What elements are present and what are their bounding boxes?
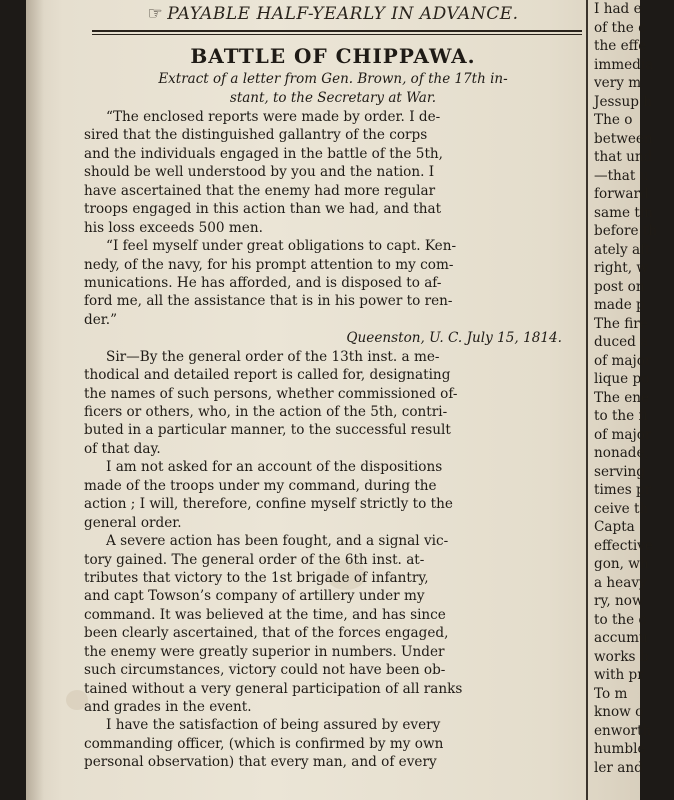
- article-line: ficers or others, who, in the action of the 5th, contri-: [84, 404, 448, 420]
- adjacent-column-line: Jessup h: [594, 93, 652, 110]
- adjacent-column-line: —that u: [594, 167, 649, 184]
- adjacent-column-line: to the fi: [594, 408, 648, 424]
- adjacent-column: [594, 0, 674, 800]
- adjacent-column-line: right, w: [594, 260, 649, 276]
- adjacent-column-line: Capta: [594, 519, 635, 535]
- adjacent-column-line: between: [594, 130, 653, 147]
- article-line: ford me, all the assistance that is in his power to ren-: [84, 293, 453, 310]
- adjacent-column-line: to the c: [594, 611, 647, 628]
- adjacent-column-line: The fire: [594, 315, 648, 332]
- adjacent-column-line: accumu: [594, 630, 648, 646]
- article-line: munications. He has afforded, and is disposed to af-: [84, 274, 442, 291]
- adjacent-column-line: ler and: [594, 759, 643, 776]
- adjacent-column-line: I had e: [594, 1, 642, 17]
- article-line: A severe action has been fought, and a signal vic-: [106, 533, 449, 550]
- banner-text: PAYABLE HALF-YEARLY IN ADVANCE.: [167, 4, 519, 24]
- adjacent-column-line: The o: [594, 112, 633, 128]
- article-line: and the individuals engaged in the battle of the 5th,: [84, 145, 443, 162]
- article-subhead: [84, 70, 582, 108]
- column-divider: [586, 0, 588, 800]
- adjacent-column-line: with pr: [594, 667, 644, 683]
- article-line: “The enclosed reports were made by order. I de-: [106, 109, 441, 125]
- adjacent-column-line: humble: [594, 741, 646, 757]
- adjacent-column-line: post on: [594, 278, 645, 295]
- adjacent-column-line: nonade,: [594, 445, 649, 461]
- article-body: [84, 108, 582, 772]
- adjacent-column-line: ry, now: [594, 593, 644, 609]
- article-headline: BATTLE OF CHIPPAWA.: [190, 44, 476, 68]
- article-line: der.”: [84, 311, 118, 328]
- pointing-hand-icon: ☞: [147, 4, 164, 24]
- article-line: tained without a very general participation of all ranks: [84, 680, 463, 697]
- payment-banner: [84, 0, 582, 30]
- subhead-line: Extract of a letter from Gen. Brown, of the 17th in-: [158, 71, 508, 87]
- article-line: and capt Towson’s company of artillery under my: [84, 588, 425, 605]
- adjacent-column-line: works b: [594, 648, 649, 665]
- main-column: [84, 0, 582, 800]
- article-line: the enemy were greatly superior in numbers. Under: [84, 643, 445, 660]
- adjacent-column-line: lique po: [594, 371, 650, 387]
- article-line: the names of such persons, whether commissioned of-: [84, 385, 458, 402]
- dateline: Queenston, U. C. July 15, 1814.: [346, 330, 562, 347]
- adjacent-column-line: very m: [594, 75, 642, 91]
- adjacent-column-line: effective: [594, 537, 653, 554]
- article-line: sired that the distinguished gallantry of the corps: [84, 127, 428, 144]
- article-line: thodical and detailed report is called for, designating: [84, 367, 451, 384]
- article-line: I am not asked for an account of the dispositions: [106, 459, 443, 476]
- banner-rule-thin: [92, 34, 582, 35]
- article-line: have ascertained that the enemy had more regular: [84, 182, 436, 199]
- adjacent-column-line: ceive th: [594, 500, 649, 517]
- article-line: action ; I will, therefore, confine myself strictly to the: [84, 496, 453, 513]
- adjacent-column-line: made p: [594, 297, 645, 313]
- article-line: nedy, of the navy, for his prompt attention to my com-: [84, 256, 454, 273]
- adjacent-column-line: of major: [594, 426, 652, 443]
- article-line: command. It was believed at the time, and has since: [84, 606, 446, 623]
- article-line: made of the troops under my command, during the: [84, 477, 437, 494]
- adjacent-column-line: forward: [594, 186, 649, 202]
- adjacent-column-line: The ene: [594, 389, 650, 406]
- article-line: should be well understood by you and the nation. I: [84, 164, 435, 181]
- adjacent-column-line: a heavy: [594, 574, 647, 591]
- article-line: “I feel myself under great obligations to capt. Ken-: [106, 238, 457, 255]
- article-line: Sir—By the general order of the 13th inst. a me-: [106, 348, 440, 365]
- article-line: commanding officer, (which is confirmed by my own: [84, 735, 444, 752]
- article-line: of that day.: [84, 440, 161, 457]
- article-line: been clearly ascertained, that of the forces engaged,: [84, 625, 449, 642]
- adjacent-column-line: immedia: [594, 56, 654, 73]
- article-line: buted in a particular manner, to the successful result: [84, 422, 451, 439]
- adjacent-column-line: To m: [594, 685, 628, 702]
- adjacent-column-line: serving: [594, 463, 646, 480]
- adjacent-column-line: duced a: [594, 334, 649, 350]
- banner-rule: [92, 30, 582, 32]
- adjacent-column-line: times pr: [594, 482, 652, 498]
- article-line: and grades in the event.: [84, 699, 252, 715]
- subhead-line: stant, to the Secretary at War.: [229, 90, 437, 106]
- adjacent-column-line: ately aft: [594, 241, 651, 258]
- adjacent-column-line: before th: [594, 223, 658, 239]
- adjacent-column-line: enworth: [594, 722, 652, 739]
- article-line: personal observation) that every man, and of every: [84, 754, 437, 771]
- article-line: such circumstances, victory could not have been ob-: [84, 662, 446, 679]
- adjacent-column-line: of the c: [594, 19, 646, 36]
- article-line: tory gained. The general order of the 6th inst. at-: [84, 551, 425, 568]
- article-line: tributes that victory to the 1st brigade of infantry,: [84, 569, 429, 586]
- article-line: his loss exceeds 500 men.: [84, 219, 263, 236]
- adjacent-column-line: that und: [594, 149, 653, 165]
- adjacent-column-line: the effe: [594, 38, 647, 54]
- article-line: troops engaged in this action than we had, and that: [84, 201, 442, 218]
- newspaper-page: [26, 0, 658, 800]
- adjacent-column-line: of major: [594, 352, 652, 369]
- adjacent-column-line: same tin: [594, 204, 653, 221]
- article-line: I have the satisfaction of being assured by every: [106, 717, 441, 734]
- adjacent-column-line: gon, wh: [594, 556, 649, 572]
- adjacent-column-line: know o: [594, 704, 644, 720]
- article-line: general order.: [84, 514, 182, 531]
